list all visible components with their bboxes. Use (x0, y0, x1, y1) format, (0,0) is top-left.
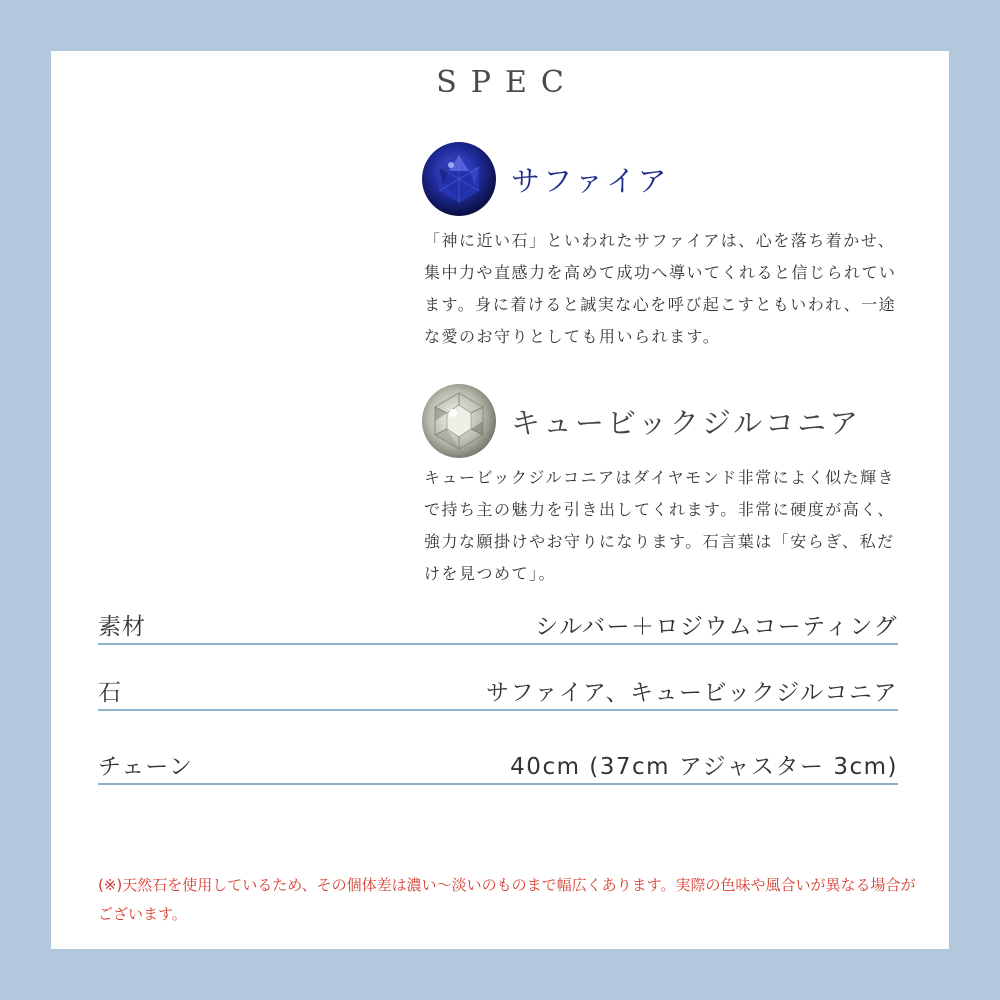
cubic-zirconia-heading (421, 383, 861, 459)
spec-label: 素材 (98, 614, 146, 640)
spec-value: 40cm (37cm アジャスター 3cm) (510, 754, 898, 780)
spec-label: 石 (98, 680, 122, 706)
disclaimer-note: (※)天然石を使用しているため、その個体差は濃い～淡いのものまで幅広くあります。実際の色味や風合いが異なる場合がございます。 (98, 876, 916, 923)
spec-row-material (98, 601, 898, 645)
sapphire-gem-icon (421, 141, 497, 217)
spec-row-stone (98, 667, 898, 711)
spec-value: サファイア、キュービックジルコニア (485, 680, 898, 706)
sapphire-description: 「神に近い石」といわれたサファイアは、心を落ち着かせ、集中力や直感力を高めて成功へ導いてくれると信じられています。身に着けると誠実な心を呼び起こすともいわれ、一途な愛のお守りとしても用いられます。 (424, 231, 897, 346)
cubic-zirconia-name: キュービックジルコニア (511, 405, 862, 440)
spec-row-chain (98, 741, 898, 785)
cubic-zirconia-gem-icon (421, 383, 497, 459)
cubic-zirconia-description: キュービックジルコニアはダイヤモンド非常によく似た輝きで持ち主の魅力を引き出してくれます。非常に硬度が高く、強力な願掛けやお守りになります。石言葉は「安らぎ、私だけを見つめて」。 (424, 468, 896, 583)
spec-card (51, 51, 949, 949)
spec-value: シルバー＋ロジウムコーティング (535, 614, 898, 640)
sapphire-heading (421, 141, 670, 217)
spec-label: チェーン (98, 754, 193, 780)
page-title: SPEC (436, 65, 578, 100)
sapphire-name: サファイア (511, 163, 670, 198)
